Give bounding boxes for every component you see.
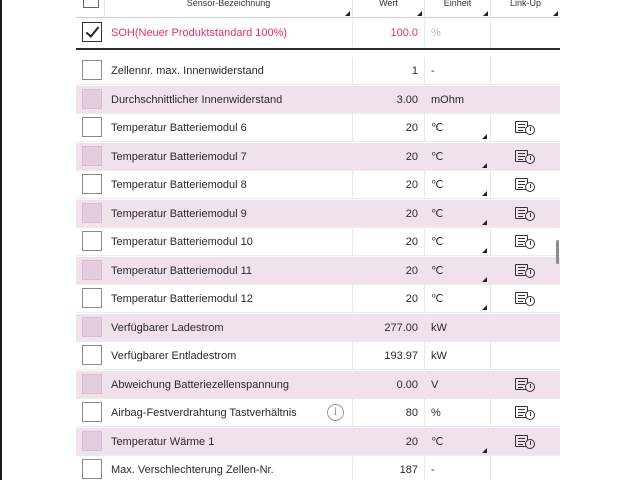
link-up-cell[interactable] xyxy=(490,171,560,199)
sensor-value: 20 xyxy=(352,285,424,313)
document-clock-icon[interactable] xyxy=(515,264,535,278)
row-checkbox[interactable] xyxy=(82,374,102,394)
info-icon[interactable]: i xyxy=(327,404,344,421)
row-checkbox-cell[interactable] xyxy=(76,114,108,142)
sensor-unit: ℃ xyxy=(431,179,444,191)
link-up-cell xyxy=(490,86,560,114)
sensor-unit-cell xyxy=(424,456,490,480)
sensor-name: Zellennr. max. Innenwiderstand xyxy=(111,64,264,77)
sensor-unit-cell[interactable] xyxy=(424,171,490,199)
sensor-unit-cell xyxy=(424,86,490,114)
header-unit[interactable] xyxy=(424,0,490,18)
table-row[interactable] xyxy=(76,171,560,199)
row-checkbox[interactable] xyxy=(82,146,102,166)
sensor-unit: ℃ xyxy=(431,208,444,220)
dropdown-corner-icon[interactable] xyxy=(482,220,487,225)
row-checkbox[interactable] xyxy=(82,60,102,80)
sensor-name-cell xyxy=(108,314,352,342)
header-link-up-label: Link-Up xyxy=(509,0,541,8)
row-checkbox[interactable] xyxy=(82,203,102,223)
header-select-all[interactable] xyxy=(76,0,104,18)
link-up-cell[interactable] xyxy=(490,399,560,427)
sensor-name-cell xyxy=(108,200,352,228)
sensor-name: Airbag-Festverdrahtung Tastverhältnis xyxy=(111,406,297,419)
sensor-unit: - xyxy=(431,463,435,476)
row-checkbox[interactable] xyxy=(82,345,102,365)
sensor-value: 100.0 xyxy=(352,19,424,47)
sensor-unit: % xyxy=(424,19,490,47)
sensor-name: Temperatur Batteriemodul 6 xyxy=(111,121,247,134)
sensor-unit: ℃ xyxy=(431,436,444,448)
sort-corner-icon xyxy=(553,11,558,16)
link-up-cell xyxy=(490,456,560,480)
row-checkbox[interactable] xyxy=(82,288,102,308)
sensor-name: Temperatur Batteriemodul 11 xyxy=(111,264,253,277)
sensor-name: Durchschnittlicher Innenwiderstand xyxy=(111,93,283,106)
link-up-cell xyxy=(490,314,560,342)
row-checkbox[interactable] xyxy=(82,174,102,194)
row-checkbox[interactable] xyxy=(82,402,102,422)
row-checkbox-cell[interactable] xyxy=(76,143,108,171)
row-checkbox-checked[interactable] xyxy=(82,22,102,42)
document-clock-icon[interactable] xyxy=(515,207,535,221)
table-row[interactable] xyxy=(76,399,560,427)
sensor-unit-cell[interactable] xyxy=(424,200,490,228)
link-up-cell[interactable] xyxy=(490,371,560,399)
sensor-value: 20 xyxy=(352,171,424,199)
row-checkbox-cell[interactable] xyxy=(76,200,108,228)
dropdown-corner-icon[interactable] xyxy=(482,248,487,253)
row-checkbox-cell[interactable] xyxy=(76,171,108,199)
dropdown-corner-icon[interactable] xyxy=(482,448,487,453)
sensor-value: 20 xyxy=(352,200,424,228)
sensor-name: Verfügbarer Entladestrom xyxy=(111,349,237,362)
sensor-unit: ℃ xyxy=(431,293,444,305)
scrollbar-thumb[interactable] xyxy=(556,240,559,264)
row-checkbox[interactable] xyxy=(82,117,102,137)
row-checkbox[interactable] xyxy=(82,89,102,109)
sensor-name-cell xyxy=(108,57,352,85)
sensor-name: Temperatur Batteriemodul 7 xyxy=(111,150,247,163)
sensor-name-cell xyxy=(108,228,352,256)
sensor-unit-cell xyxy=(424,371,490,399)
document-clock-icon[interactable] xyxy=(515,235,535,249)
document-clock-icon[interactable] xyxy=(515,121,535,135)
sensor-unit-cell[interactable] xyxy=(424,428,490,456)
document-clock-icon[interactable] xyxy=(515,378,535,392)
sensor-name-cell xyxy=(108,399,352,427)
sensor-name-cell xyxy=(108,171,352,199)
row-checkbox[interactable] xyxy=(82,431,102,451)
table-row[interactable] xyxy=(76,285,560,313)
row-checkbox-cell[interactable] xyxy=(76,285,108,313)
sensor-name-cell xyxy=(108,371,352,399)
sensor-value: 277.00 xyxy=(352,314,424,342)
row-checkbox-cell[interactable] xyxy=(76,57,108,85)
link-up-cell xyxy=(490,19,560,47)
sensor-unit: V xyxy=(431,378,439,391)
table-row[interactable] xyxy=(76,86,560,114)
sensor-value: 187 xyxy=(352,456,424,480)
table-row[interactable] xyxy=(76,314,560,342)
header-sensor-name-label: Sensor-Bezeichnung xyxy=(186,0,271,8)
table-row[interactable] xyxy=(76,257,560,285)
row-checkbox[interactable] xyxy=(82,459,102,479)
sensor-unit: ℃ xyxy=(431,265,444,277)
sensor-unit-cell[interactable] xyxy=(424,114,490,142)
sensor-name-cell xyxy=(108,143,352,171)
table-row[interactable] xyxy=(76,371,560,399)
pinned-separator xyxy=(76,48,560,50)
table-header xyxy=(76,0,560,18)
sensor-value: 193.97 xyxy=(352,342,424,370)
table-row[interactable] xyxy=(76,228,560,256)
dropdown-corner-icon[interactable] xyxy=(482,191,487,196)
sensor-unit-cell xyxy=(424,399,490,427)
row-checkbox-cell[interactable] xyxy=(76,399,108,427)
table-row[interactable] xyxy=(76,143,560,171)
sensor-name: Temperatur Batteriemodul 12 xyxy=(111,292,253,305)
sensor-unit: ℃ xyxy=(431,236,444,248)
row-checkbox-cell[interactable] xyxy=(76,228,108,256)
row-checkbox-cell[interactable] xyxy=(76,342,108,370)
sensor-name: SOH(Neuer Produktstandard 100%) xyxy=(111,27,288,39)
row-checkbox-cell[interactable] xyxy=(76,314,108,342)
row-checkbox-cell[interactable] xyxy=(76,86,108,114)
document-clock-icon[interactable] xyxy=(515,178,535,192)
row-checkbox-cell[interactable] xyxy=(76,428,108,456)
sort-corner-icon xyxy=(483,11,488,16)
sensor-unit-cell[interactable] xyxy=(424,285,490,313)
sensor-value: 20 xyxy=(352,143,424,171)
row-checkbox[interactable] xyxy=(82,260,102,280)
sensor-unit: mOhm xyxy=(431,93,464,106)
table-row[interactable] xyxy=(76,200,560,228)
sensor-name: Temperatur Batteriemodul 8 xyxy=(111,178,247,191)
dropdown-corner-icon[interactable] xyxy=(482,305,487,310)
sensor-unit: % xyxy=(431,406,441,419)
sensor-name: Verfügbarer Ladestrom xyxy=(111,321,224,334)
sensor-name: Max. Verschlechterung Zellen-Nr. xyxy=(111,463,274,476)
sensor-value: 20 xyxy=(352,114,424,142)
sensor-unit: kW xyxy=(431,349,447,362)
link-up-cell xyxy=(490,57,560,85)
sensor-unit: ℃ xyxy=(431,122,444,134)
sensor-name: Abweichung Batteriezellenspannung xyxy=(111,378,289,391)
sort-corner-icon xyxy=(345,11,350,16)
sensor-unit: kW xyxy=(431,321,447,334)
sensor-name-cell xyxy=(108,257,352,285)
row-checkbox-cell[interactable] xyxy=(76,257,108,285)
sensor-value: 3.00 xyxy=(352,86,424,114)
sensor-value: 20 xyxy=(352,257,424,285)
link-up-cell[interactable] xyxy=(490,257,560,285)
document-clock-icon[interactable] xyxy=(515,406,535,420)
table-row[interactable] xyxy=(76,114,560,142)
sensor-name: Temperatur Wärme 1 xyxy=(111,435,215,448)
document-clock-icon[interactable] xyxy=(515,292,535,306)
document-clock-icon[interactable] xyxy=(515,435,535,449)
link-up-cell[interactable] xyxy=(490,114,560,142)
sensor-value: 80 xyxy=(352,399,424,427)
link-up-cell[interactable] xyxy=(490,143,560,171)
sensor-value: 20 xyxy=(352,228,424,256)
link-up-cell xyxy=(490,342,560,370)
pinned-row-soh[interactable] xyxy=(76,18,560,48)
row-checkbox[interactable] xyxy=(82,317,102,337)
header-unit-label: Einheit xyxy=(443,0,472,8)
window-edge xyxy=(0,0,2,480)
dropdown-corner-icon[interactable] xyxy=(482,163,487,168)
sensor-name-cell xyxy=(108,342,352,370)
sensor-name-cell xyxy=(108,456,352,480)
row-checkbox-cell[interactable] xyxy=(76,371,108,399)
row-checkbox-cell[interactable] xyxy=(76,19,108,47)
sensor-name-cell xyxy=(108,86,352,114)
document-clock-icon[interactable] xyxy=(515,150,535,164)
row-checkbox-cell[interactable] xyxy=(76,456,108,480)
link-up-cell[interactable] xyxy=(490,200,560,228)
header-sensor-name[interactable] xyxy=(104,0,352,18)
sensor-name: Temperatur Batteriemodul 10 xyxy=(111,235,253,248)
sensor-name-cell xyxy=(108,428,352,456)
sensor-unit-cell xyxy=(424,57,490,85)
table-row[interactable] xyxy=(76,456,560,480)
link-up-cell[interactable] xyxy=(490,285,560,313)
sensor-name-cell xyxy=(108,285,352,313)
header-value-label: Wert xyxy=(379,0,398,8)
row-checkbox[interactable] xyxy=(82,231,102,251)
link-up-cell[interactable] xyxy=(490,428,560,456)
sensor-unit-cell xyxy=(424,342,490,370)
table-row[interactable] xyxy=(76,428,560,456)
select-all-checkbox[interactable] xyxy=(83,0,99,8)
sensor-unit-cell[interactable] xyxy=(424,228,490,256)
sensor-unit-cell xyxy=(424,314,490,342)
sensor-name: Temperatur Batteriemodul 9 xyxy=(111,207,247,220)
link-up-cell[interactable] xyxy=(490,228,560,256)
dropdown-corner-icon[interactable] xyxy=(482,277,487,282)
sensor-value: 1 xyxy=(352,57,424,85)
header-link-up[interactable] xyxy=(490,0,560,18)
sensor-unit-cell[interactable] xyxy=(424,257,490,285)
sensor-value: 20 xyxy=(352,428,424,456)
sensor-value: 0.00 xyxy=(352,371,424,399)
sort-corner-icon xyxy=(417,11,422,16)
table-row[interactable] xyxy=(76,342,560,370)
sensor-unit: ℃ xyxy=(431,151,444,163)
table-row[interactable] xyxy=(76,57,560,85)
sensor-unit: - xyxy=(431,64,435,77)
sensor-unit-cell[interactable] xyxy=(424,143,490,171)
dropdown-corner-icon[interactable] xyxy=(482,134,487,139)
sensor-name-cell xyxy=(108,114,352,142)
header-value[interactable] xyxy=(352,0,424,18)
